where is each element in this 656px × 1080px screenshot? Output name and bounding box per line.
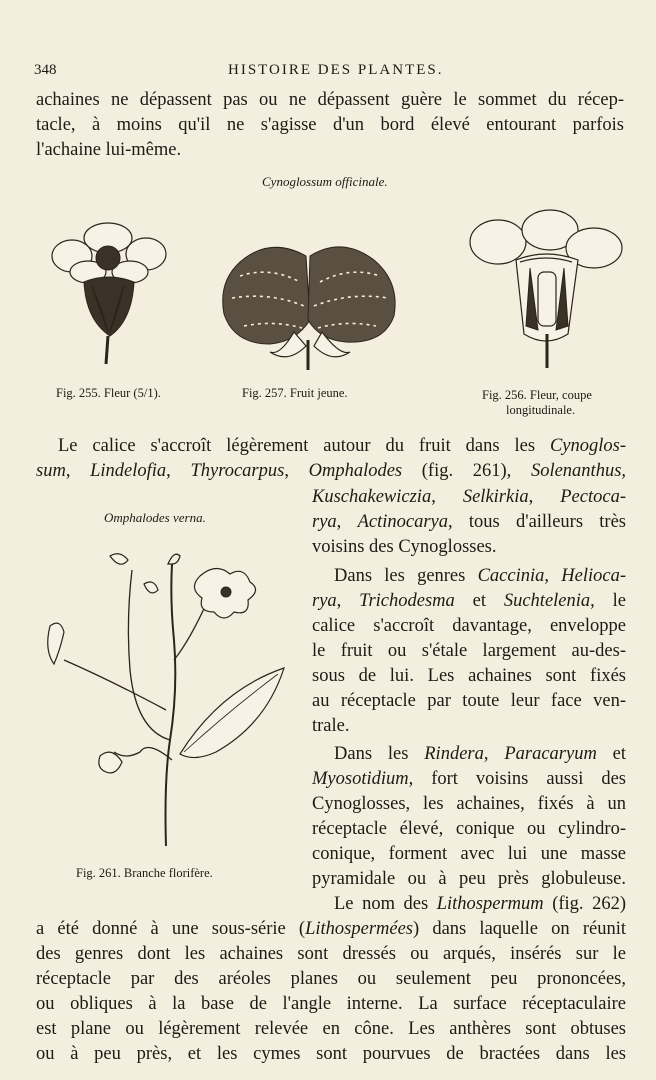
caption-fig-261: Fig. 261. Branche florifère. bbox=[76, 866, 213, 880]
running-title: HISTOIRE DES PLANTES. bbox=[228, 62, 444, 78]
page-number: 348 bbox=[34, 62, 57, 78]
p1-line-2: sum, Lindelofia, Thyrocarpus, Omphalodes (fig. 261), Solenanthus, bbox=[36, 461, 627, 481]
p4-line-7: ou à peu près, et les cymes sont pourvues de bractées dans les bbox=[36, 1044, 626, 1064]
p3-line-2: Myosotidium, fort voisins aussi des bbox=[312, 769, 626, 789]
p4-line-2: a été donné à une sous-série (Lithospermées) dans laquelle on réunit bbox=[36, 919, 626, 939]
p3-line-1: Dans les Rindera, Paracaryum et bbox=[334, 744, 626, 764]
figure-title-cynoglossum: Cynoglossum officinale. bbox=[262, 174, 388, 189]
p4-line-3: des genres dont les achaines sont dressés ou arqués, insérés sur le bbox=[36, 944, 626, 964]
p2-line-1: Dans les genres Caccinia, Helioca- bbox=[334, 566, 626, 586]
p4-line-6: est plane ou légèrement relevée en cône. Les anthères sont obtuses bbox=[36, 1019, 626, 1039]
p2-line-6: au réceptacle par toute leur face ven- bbox=[312, 691, 626, 711]
caption-fig-256-line-1: Fig. 256. Fleur, coupe bbox=[482, 388, 592, 402]
intro-line-3: l'achaine lui-même. bbox=[36, 140, 182, 160]
p3-line-5: conique, forment avec lui une masse bbox=[312, 844, 626, 864]
p4-line-4: réceptacle par des aréoles planes ou seulement peu prononcées, bbox=[36, 969, 626, 989]
intro-line-1: achaines ne dépassent pas ou ne dépassent guère le sommet du récep- bbox=[36, 90, 624, 110]
fig-255-flower-illustration bbox=[48, 220, 170, 366]
caption-fig-256-line-2: longitudinale. bbox=[506, 403, 576, 417]
p2-line-2: rya, Trichodesma et Suchtelenia, le bbox=[312, 591, 626, 611]
p3-line-3: Cynoglosses, les achaines, fixés à un bbox=[312, 794, 626, 814]
caption-fig-257: Fig. 257. Fruit jeune. bbox=[242, 386, 348, 400]
intro-line-2: tacle, à moins qu'il ne s'agisse d'un bord élevé entourant parfois bbox=[36, 115, 624, 135]
p2-line-5: sous de lui. Les achaines sont fixés bbox=[312, 666, 626, 686]
p2-line-3: calice s'accroît davantage, enveloppe bbox=[312, 616, 626, 636]
figure-title-omphalodes: Omphalodes verna. bbox=[104, 510, 206, 525]
p1-line-5: voisins des Cynoglosses. bbox=[312, 537, 497, 557]
p4-line-5: ou obliques à la base de l'angle interne. La surface réceptaculaire bbox=[36, 994, 626, 1014]
p2-line-7: trale. bbox=[312, 716, 350, 736]
p3-line-4: réceptacle élevé, conique ou cylindro- bbox=[312, 819, 626, 839]
p3-line-6: pyramidale ou à peu près globuleuse. bbox=[312, 869, 626, 889]
p1-line-4: rya, Actinocarya, tous d'ailleurs très bbox=[312, 512, 626, 532]
caption-fig-255: Fig. 255. Fleur (5/1). bbox=[56, 386, 161, 400]
fig-256-flower-section-illustration bbox=[468, 208, 624, 370]
p2-line-4: le fruit ou s'étale largement au-des- bbox=[312, 641, 626, 661]
fig-261-branch-illustration bbox=[40, 540, 290, 852]
p1-line-1: Le calice s'accroît légèrement autour du fruit dans les Cynoglos- bbox=[58, 436, 626, 456]
fig-257-young-fruit-illustration bbox=[210, 236, 406, 372]
p1-line-3: Kuschakewiczia, Selkirkia, Pectoca- bbox=[312, 487, 626, 507]
p4-line-1: Le nom des Lithospermum (fig. 262) bbox=[334, 894, 626, 914]
